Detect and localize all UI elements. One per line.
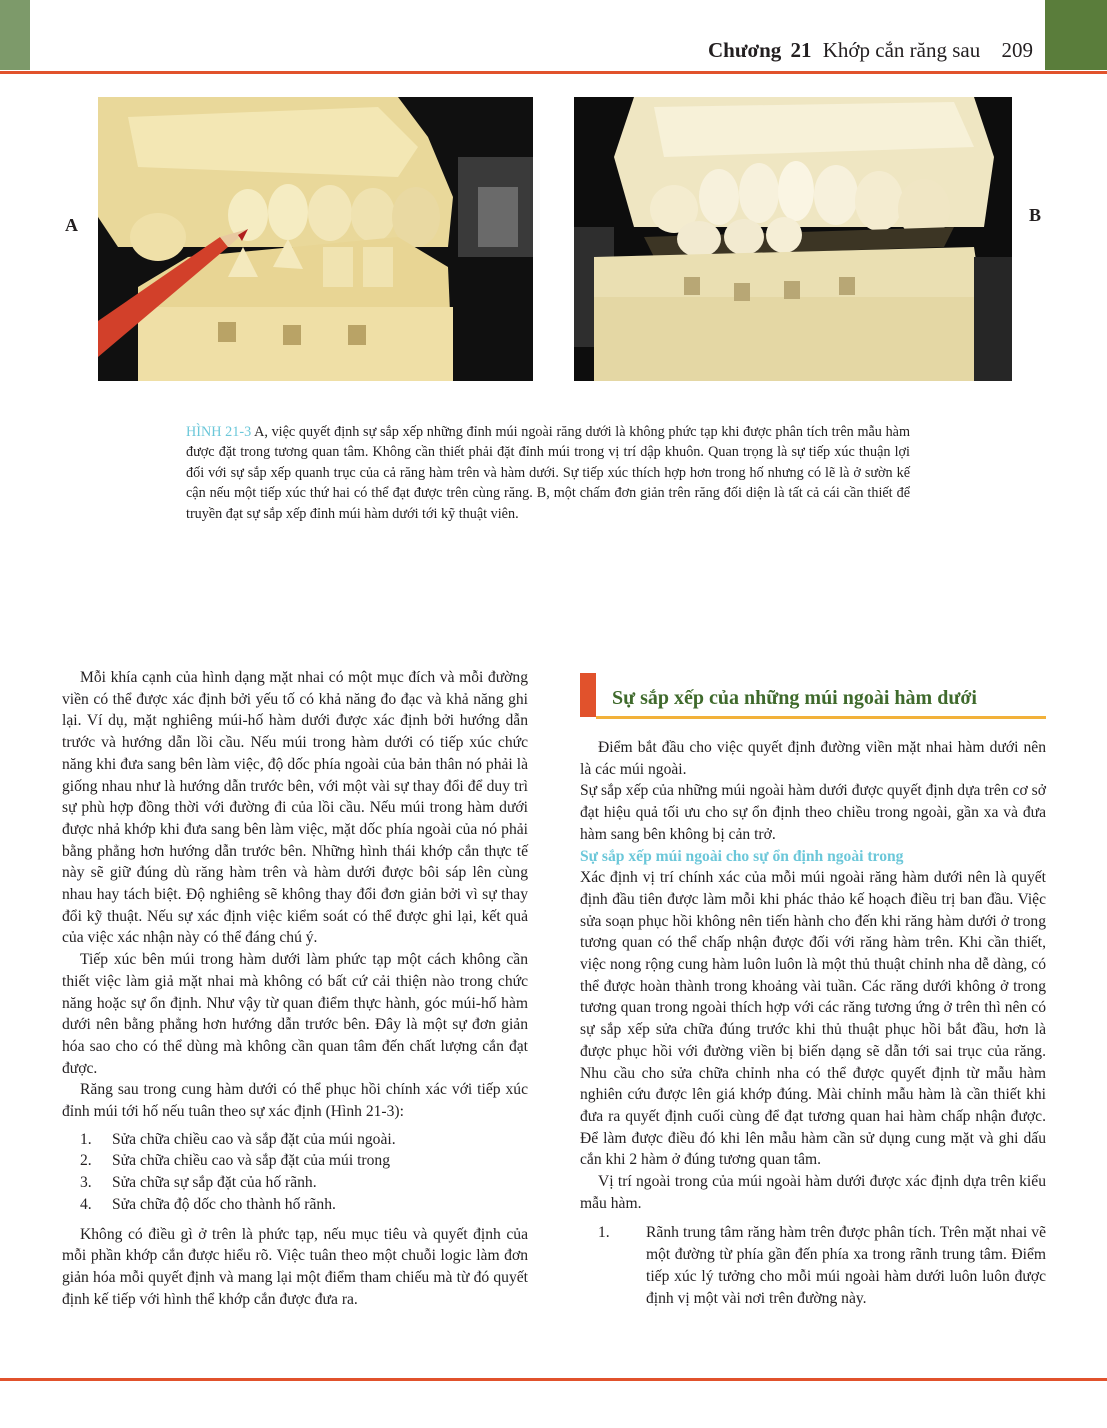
list-number: 4. [80, 1195, 92, 1213]
section-heading [580, 673, 1046, 719]
body-paragraph: Sự sắp xếp của những múi ngoài hàm dưới được quyết định dựa trên cơ sở đạt hiệu quả tối ưu cho sự ổn định theo chiều trong ngoài, gần xa và đưa hàm sang bên không bị cản trở. [580, 782, 1046, 843]
list-number: 3. [80, 1174, 92, 1192]
figure-label-b: B [1029, 205, 1042, 225]
running-header [708, 38, 1033, 63]
figure-caption-text: A, việc quyết định sự sắp xếp những đỉnh múi ngoài răng dưới là không phức tạp khi được phân tích trên mẫu hàm được đặt trong tương quan tâm. Không cần thiết phải đặt đỉnh múi trong vị trí dập khuôn. Quan trọng là sự tiếp xúc thuận lợi đối với sự sắp xếp quanh trục của cả răng hàm trên và hàm dưới. Sự tiếp xúc thích hợp hơn trong hố nhưng có lẽ là ở sườn kế cận nếu một tiếp xúc thứ hai có thể đạt được trên cùng răng. B, một chấm đơn giản trên răng đối diện là tất cả cái cần thiết để truyền đạt sự sắp xếp đỉnh múi hàm dưới tới kỹ thuật viên. [186, 424, 910, 522]
chapter-tab [1045, 0, 1107, 70]
body-paragraph: Răng sau trong cung hàm dưới có thể phục hồi chính xác với tiếp xúc đỉnh múi tới hố nếu tuân theo sự xác định (Hình 21-3): [62, 1081, 528, 1121]
right-column [580, 737, 1046, 1309]
figure-photo-b [574, 97, 1012, 381]
chapter-title: Khớp cắn răng sau [822, 38, 981, 62]
body-paragraph: Vị trí ngoài trong của múi ngoài hàm dưới được xác định dựa trên kiểu mẫu hàm. [580, 1173, 1046, 1212]
section-heading-bar [580, 673, 596, 717]
list-text: Sửa chữa chiều cao và sắp đặt của múi ngoài. [112, 1130, 396, 1148]
body-paragraph: Mỗi khía cạnh của hình dạng mặt nhai có một mục đích và mỗi đường viền có thể được xác định bởi yếu tố có khả năng đo đạc và khả năng ghi lại. Ví dụ, mặt nghiêng múi-hố hàm dưới được xác định bởi hướng dẫn trước và hướng dẫn lồi cầu. Nếu múi trong hàm dưới có tiếp xúc chức năng khi đưa sang bên làm việc, độ dốc phía ngoài của bản thân nó phải là giống nhau như là hướng dẫn trước bên, với một vài sự thay đổi để duy trì sự phù hợp đồng thời với đường đi của lồi cầu. Nếu múi trong hàm dưới được nhả khớp khi đưa sang bên làm việc, mặt dốc phía ngoài của nó phải bằng phẳng hơn hướng dẫn trước bên. Những hình thái khớp cắn thực tế này sẽ giữ đúng dù răng hàm trên và hàm dưới được bôi sáp lên cùng nhau hay tách biệt. Độ nghiêng sẽ không thay đổi đơn giản bởi vì sự thay đổi kỹ thuật. Nếu sự xác định việc kiểm soát có thể được ghi lại, kết quả của việc xác nhận này có thể đáng chú ý. [62, 669, 528, 947]
section-title: Sự sắp xếp của những múi ngoài hàm dưới [612, 687, 977, 709]
body-paragraph: Tiếp xúc bên múi trong hàm dưới làm phức tạp một cách không cần thiết việc làm giả mặt nhai mà không có bất cứ cải thiện nào trong chức năng hoặc sự ổn định. Như vậy từ quan điểm thực hành, góc múi-hố hàm dưới nên bằng phẳng hơn hướng dẫn trước bên. Đây là một sự đơn giản hóa sao cho có thể dùng mà không cần quan tâm đến chất lượng cắn đạt được. [62, 951, 528, 1077]
chapter-word: Chương [708, 38, 782, 62]
figure-photo-a [98, 97, 533, 381]
numbered-list [580, 1222, 1046, 1309]
page-number: 209 [1001, 38, 1033, 62]
figure-label-a: A [65, 215, 78, 235]
figure-caption [186, 422, 910, 524]
body-paragraph: Xác định vị trí chính xác của mỗi múi ngoài răng hàm dưới nên là quyết định đầu tiên được làm mỗi khi phác thảo kế hoạch điều trị ban đầu. Việc sửa soạn phục hồi không nên tiến hành cho đến khi răng hàm dưới ở trong tương quan có thể chấp nhận được đối với răng hàm trên. Khi cần thiết, việc nong rộng cung hàm luôn luôn là một thủ thuật chỉnh nha dễ dàng, có thể được hoàn thành trong khoảng vài tuần. Các răng dưới không ở trong tương quan trong ngoài thích hợp với các răng tương ứng ở trên thì nên có sự sắp xếp sửa chữa đúng trước khi thủ thuật phục hồi bắt đầu, hơn là được phục hồi với đường viền bị biến dạng sẽ dẫn tới sai trục của răng. Nhu cầu cho sửa chữa chỉnh nha có thể được quyết định từ mẫu hàm nghiên cứu được lên giá khớp đúng. Mài chỉnh mẫu hàm là cần thiết khi đưa ra quyết định cuối cùng để đạt tương quan hai hàm chấp nhận được. Để làm được điều đó khi lên mẫu hàm cần sử dụng cung mặt và ghi dấu cắn khi 2 hàm ở đúng tương quan tâm. [580, 869, 1046, 1169]
list-number: 2. [80, 1152, 92, 1170]
list-item [62, 1129, 528, 1151]
body-paragraph: Điểm bắt đầu cho việc quyết định đường viền mặt nhai hàm dưới nên là các múi ngoài. [580, 739, 1046, 778]
list-text: Sửa chữa chiều cao và sắp đặt của múi trong [112, 1152, 390, 1170]
numbered-list [62, 1129, 528, 1216]
list-item [62, 1150, 528, 1172]
figure-caption-label: HÌNH 21-3 [186, 424, 252, 440]
list-text: Rãnh trung tâm răng hàm trên được phân tích. Trên mặt nhai vẽ một đường từ phía gần đến phía xa trong rãnh trung tâm. Điểm tiếp xúc lý tưởng cho mỗi múi ngoài hàm dưới luôn luôn được định vị một vài nơi trên đường này. [646, 1224, 1046, 1307]
list-number: 1. [598, 1224, 610, 1242]
list-item [580, 1222, 1046, 1309]
list-item [62, 1194, 528, 1216]
header-rule [0, 71, 1107, 74]
list-number: 1. [80, 1130, 92, 1148]
subheading: Sự sắp xếp múi ngoài cho sự ổn định ngoài trong [580, 847, 904, 865]
list-text: Sửa chữa sự sắp đặt của hố rãnh. [112, 1174, 317, 1192]
footer-rule [0, 1378, 1107, 1381]
left-edge-strip [0, 0, 30, 70]
list-text: Sửa chữa độ dốc cho thành hố rãnh. [112, 1195, 336, 1213]
chapter-number: 21 [790, 38, 812, 62]
body-paragraph: Không có điều gì ở trên là phức tạp, nếu mục tiêu và quyết định của mỗi phần khớp cắn được hiểu rõ. Việc tuân theo một chuỗi logic làm đơn giản hóa mỗi quyết định và mang lại một điểm tham chiếu mà từ đó quyết định kế tiếp với hình thể khớp cắn được đưa ra. [62, 1225, 528, 1308]
section-heading-underline [596, 716, 1046, 719]
list-item [62, 1172, 528, 1194]
left-column [62, 667, 528, 1310]
